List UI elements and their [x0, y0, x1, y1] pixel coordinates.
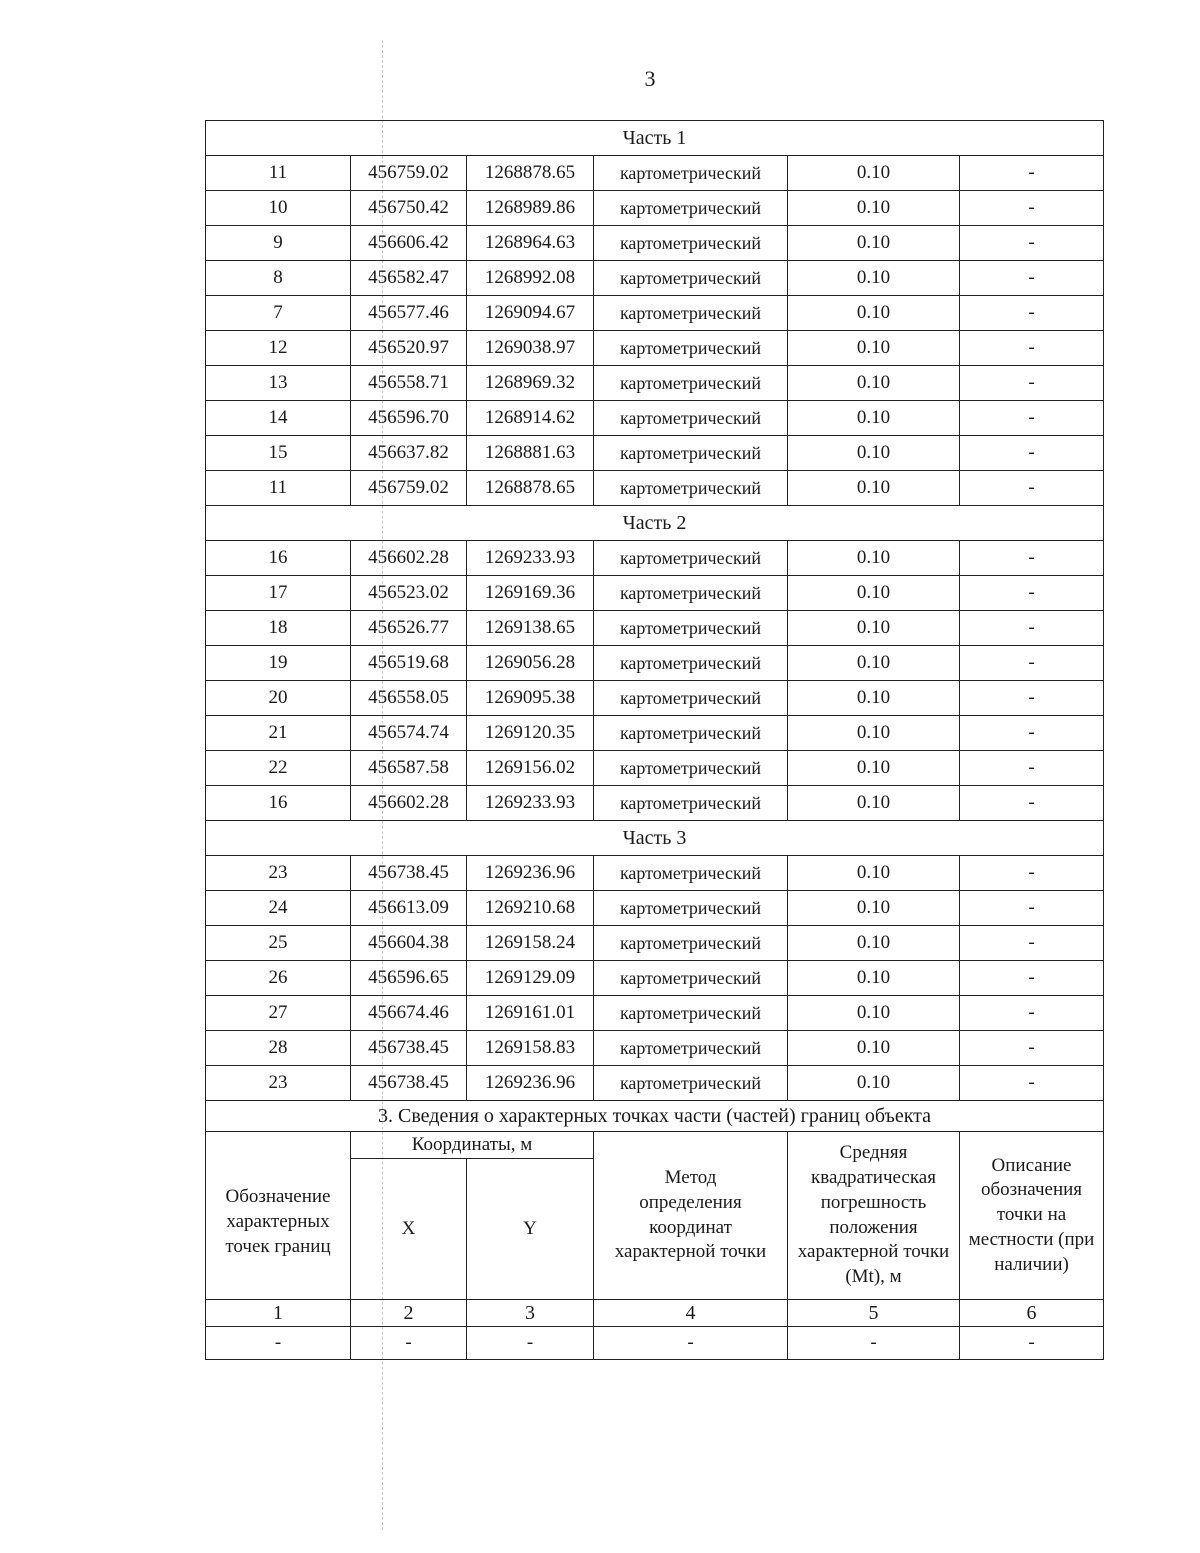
- coord-x-cell: 456738.45: [351, 1031, 467, 1066]
- coord-x-cell: 456582.47: [351, 261, 467, 296]
- method-cell: картометрический: [594, 646, 788, 681]
- part-title-row: [206, 821, 1104, 856]
- coord-y-cell: 1269156.02: [467, 751, 594, 786]
- method-cell: картометрический: [594, 191, 788, 226]
- coord-x-cell: 456759.02: [351, 471, 467, 506]
- table-row: [206, 436, 1104, 471]
- method-cell: картометрический: [594, 856, 788, 891]
- coord-y-cell: 1269158.83: [467, 1031, 594, 1066]
- method-cell: картометрический: [594, 891, 788, 926]
- point-number-cell: 28: [206, 1031, 351, 1066]
- description-cell: -: [960, 786, 1104, 821]
- mt-cell: 0.10: [788, 856, 960, 891]
- table-row: [206, 996, 1104, 1031]
- section3-body: [206, 1101, 1104, 1360]
- column-number: 3: [467, 1300, 594, 1327]
- table-row: [206, 541, 1104, 576]
- method-cell: картометрический: [594, 611, 788, 646]
- table-row: [206, 296, 1104, 331]
- column-number-row: [206, 1300, 1104, 1327]
- description-cell: -: [960, 891, 1104, 926]
- point-number-cell: 21: [206, 716, 351, 751]
- coord-y-cell: 1269056.28: [467, 646, 594, 681]
- coord-x-cell: 456574.74: [351, 716, 467, 751]
- mt-cell: 0.10: [788, 646, 960, 681]
- coord-y-cell: 1269095.38: [467, 681, 594, 716]
- description-cell: -: [960, 401, 1104, 436]
- coord-y-cell: 1268878.65: [467, 471, 594, 506]
- coord-x-cell: 456759.02: [351, 156, 467, 191]
- section3-title-row: [206, 1101, 1104, 1132]
- method-cell: картометрический: [594, 436, 788, 471]
- description-cell: -: [960, 1066, 1104, 1101]
- table-row: [206, 926, 1104, 961]
- coord-y-cell: 1269120.35: [467, 716, 594, 751]
- mt-cell: 0.10: [788, 331, 960, 366]
- description-cell: -: [960, 331, 1104, 366]
- table-row: [206, 716, 1104, 751]
- mt-cell: 0.10: [788, 681, 960, 716]
- coord-x-cell: 456604.38: [351, 926, 467, 961]
- coord-x-cell: 456613.09: [351, 891, 467, 926]
- table-row: [206, 856, 1104, 891]
- coord-y-cell: 1269138.65: [467, 611, 594, 646]
- coord-x-cell: 456637.82: [351, 436, 467, 471]
- point-number-cell: 7: [206, 296, 351, 331]
- coord-x-cell: 456606.42: [351, 226, 467, 261]
- table-row: [206, 261, 1104, 296]
- table-row: [206, 576, 1104, 611]
- description-cell: -: [960, 681, 1104, 716]
- section3-title: 3. Сведения о характерных точках части (частей) границ объекта: [206, 1101, 1104, 1132]
- coord-y-cell: 1269236.96: [467, 1066, 594, 1101]
- method-cell: картометрический: [594, 401, 788, 436]
- coord-x-cell: 456738.45: [351, 856, 467, 891]
- coord-x-cell: 456558.71: [351, 366, 467, 401]
- empty-cell: -: [960, 1327, 1104, 1360]
- empty-cell: -: [206, 1327, 351, 1360]
- method-cell: картометрический: [594, 926, 788, 961]
- point-number-cell: 16: [206, 786, 351, 821]
- table-row: [206, 961, 1104, 996]
- point-number-cell: 16: [206, 541, 351, 576]
- method-cell: картометрический: [594, 331, 788, 366]
- method-cell: картометрический: [594, 156, 788, 191]
- method-cell: картометрический: [594, 261, 788, 296]
- coord-x-cell: 456750.42: [351, 191, 467, 226]
- mt-cell: 0.10: [788, 716, 960, 751]
- description-cell: -: [960, 856, 1104, 891]
- section3-header-row: [206, 1132, 1104, 1159]
- method-cell: картометрический: [594, 541, 788, 576]
- point-number-cell: 14: [206, 401, 351, 436]
- empty-cell: -: [467, 1327, 594, 1360]
- point-number-cell: 27: [206, 996, 351, 1031]
- method-cell: картометрический: [594, 996, 788, 1031]
- mt-cell: 0.10: [788, 1066, 960, 1101]
- coord-y-cell: 1269233.93: [467, 541, 594, 576]
- method-cell: картометрический: [594, 751, 788, 786]
- column-number: 4: [594, 1300, 788, 1327]
- table-row: [206, 401, 1104, 436]
- coord-y-cell: 1269161.01: [467, 996, 594, 1031]
- method-cell: картометрический: [594, 471, 788, 506]
- table-row: [206, 1066, 1104, 1101]
- point-number-cell: 18: [206, 611, 351, 646]
- point-number-cell: 11: [206, 471, 351, 506]
- table-row: [206, 366, 1104, 401]
- description-cell: -: [960, 226, 1104, 261]
- mt-cell: 0.10: [788, 366, 960, 401]
- mt-cell: 0.10: [788, 786, 960, 821]
- point-number-cell: 20: [206, 681, 351, 716]
- empty-cell: -: [351, 1327, 467, 1360]
- mt-cell: 0.10: [788, 1031, 960, 1066]
- mt-cell: 0.10: [788, 261, 960, 296]
- mt-cell: 0.10: [788, 541, 960, 576]
- description-cell: -: [960, 611, 1104, 646]
- coord-y-cell: 1269233.93: [467, 786, 594, 821]
- description-cell: -: [960, 751, 1104, 786]
- table-row: [206, 156, 1104, 191]
- mt-cell: 0.10: [788, 156, 960, 191]
- coord-y-cell: 1269210.68: [467, 891, 594, 926]
- method-cell: картометрический: [594, 296, 788, 331]
- mt-cell: 0.10: [788, 996, 960, 1031]
- method-cell: картометрический: [594, 1066, 788, 1101]
- description-cell: -: [960, 926, 1104, 961]
- part-title: Часть 1: [206, 121, 1104, 156]
- description-cell: -: [960, 996, 1104, 1031]
- parts-body: [206, 121, 1104, 1101]
- coord-y-cell: 1268969.32: [467, 366, 594, 401]
- part-title-row: [206, 506, 1104, 541]
- coord-y-cell: 1269038.97: [467, 331, 594, 366]
- coord-x-cell: 456602.28: [351, 541, 467, 576]
- part-title: Часть 3: [206, 821, 1104, 856]
- column-number: 6: [960, 1300, 1104, 1327]
- point-number-cell: 13: [206, 366, 351, 401]
- mt-cell: 0.10: [788, 926, 960, 961]
- header-mt: Средняя квадратическая погрешность положения характерной точки (Mt), м: [788, 1132, 960, 1300]
- coord-x-cell: 456596.70: [351, 401, 467, 436]
- point-number-cell: 17: [206, 576, 351, 611]
- mt-cell: 0.10: [788, 471, 960, 506]
- description-cell: -: [960, 541, 1104, 576]
- coord-x-cell: 456738.45: [351, 1066, 467, 1101]
- description-cell: -: [960, 261, 1104, 296]
- table-row: [206, 191, 1104, 226]
- header-method: Метод определения координат характерной точки: [594, 1132, 788, 1300]
- table-row: [206, 331, 1104, 366]
- method-cell: картометрический: [594, 366, 788, 401]
- method-cell: картометрический: [594, 681, 788, 716]
- method-cell: картометрический: [594, 226, 788, 261]
- header-description: Описание обозначения точки на местности (при наличии): [960, 1132, 1104, 1300]
- column-number: 2: [351, 1300, 467, 1327]
- header-point-designation: Обозначение характерных точек границ: [206, 1132, 351, 1300]
- point-number-cell: 15: [206, 436, 351, 471]
- description-cell: -: [960, 296, 1104, 331]
- coord-x-cell: 456577.46: [351, 296, 467, 331]
- coord-x-cell: 456596.65: [351, 961, 467, 996]
- description-cell: -: [960, 716, 1104, 751]
- point-number-cell: 23: [206, 1066, 351, 1101]
- mt-cell: 0.10: [788, 611, 960, 646]
- part-title-row: [206, 121, 1104, 156]
- coord-y-cell: 1269129.09: [467, 961, 594, 996]
- coord-x-cell: 456523.02: [351, 576, 467, 611]
- page-number: 3: [644, 66, 656, 91]
- point-number-cell: 8: [206, 261, 351, 296]
- point-number-cell: 26: [206, 961, 351, 996]
- part-title: Часть 2: [206, 506, 1104, 541]
- empty-cell: -: [788, 1327, 960, 1360]
- coord-y-cell: 1268878.65: [467, 156, 594, 191]
- point-number-cell: 22: [206, 751, 351, 786]
- description-cell: -: [960, 961, 1104, 996]
- coord-y-cell: 1268964.63: [467, 226, 594, 261]
- coord-x-cell: 456520.97: [351, 331, 467, 366]
- method-cell: картометрический: [594, 786, 788, 821]
- method-cell: картометрический: [594, 1031, 788, 1066]
- coord-x-cell: 456674.46: [351, 996, 467, 1031]
- mt-cell: 0.10: [788, 401, 960, 436]
- point-number-cell: 19: [206, 646, 351, 681]
- description-cell: -: [960, 1031, 1104, 1066]
- coord-y-cell: 1269094.67: [467, 296, 594, 331]
- empty-cell: -: [594, 1327, 788, 1360]
- description-cell: -: [960, 576, 1104, 611]
- column-number: 1: [206, 1300, 351, 1327]
- mt-cell: 0.10: [788, 296, 960, 331]
- table-row: [206, 681, 1104, 716]
- coord-x-cell: 456558.05: [351, 681, 467, 716]
- header-coordinates: Координаты, м: [351, 1132, 594, 1159]
- table-row: [206, 226, 1104, 261]
- table-row: [206, 786, 1104, 821]
- header-x: X: [351, 1159, 467, 1300]
- mt-cell: 0.10: [788, 191, 960, 226]
- coord-y-cell: 1269236.96: [467, 856, 594, 891]
- method-cell: картометрический: [594, 716, 788, 751]
- point-number-cell: 10: [206, 191, 351, 226]
- coord-y-cell: 1269169.36: [467, 576, 594, 611]
- point-number-cell: 9: [206, 226, 351, 261]
- coord-y-cell: 1268989.86: [467, 191, 594, 226]
- description-cell: -: [960, 366, 1104, 401]
- description-cell: -: [960, 156, 1104, 191]
- point-number-cell: 24: [206, 891, 351, 926]
- header-y: Y: [467, 1159, 594, 1300]
- coord-x-cell: 456587.58: [351, 751, 467, 786]
- mt-cell: 0.10: [788, 751, 960, 786]
- mt-cell: 0.10: [788, 891, 960, 926]
- mt-cell: 0.10: [788, 576, 960, 611]
- table-row: [206, 751, 1104, 786]
- coord-x-cell: 456602.28: [351, 786, 467, 821]
- table-row: [206, 471, 1104, 506]
- table-row: [206, 646, 1104, 681]
- coord-y-cell: 1268914.62: [467, 401, 594, 436]
- table-row: [206, 891, 1104, 926]
- description-cell: -: [960, 471, 1104, 506]
- point-number-cell: 12: [206, 331, 351, 366]
- table-row: [206, 611, 1104, 646]
- table-row: [206, 1031, 1104, 1066]
- column-number: 5: [788, 1300, 960, 1327]
- description-cell: -: [960, 191, 1104, 226]
- point-number-cell: 11: [206, 156, 351, 191]
- coord-y-cell: 1268992.08: [467, 261, 594, 296]
- empty-data-row: [206, 1327, 1104, 1360]
- point-number-cell: 23: [206, 856, 351, 891]
- coord-y-cell: 1269158.24: [467, 926, 594, 961]
- coord-x-cell: 456526.77: [351, 611, 467, 646]
- point-number-cell: 25: [206, 926, 351, 961]
- method-cell: картометрический: [594, 576, 788, 611]
- coord-y-cell: 1268881.63: [467, 436, 594, 471]
- description-cell: -: [960, 436, 1104, 471]
- description-cell: -: [960, 646, 1104, 681]
- mt-cell: 0.10: [788, 226, 960, 261]
- coordinates-table: [205, 120, 1104, 1360]
- method-cell: картометрический: [594, 961, 788, 996]
- mt-cell: 0.10: [788, 961, 960, 996]
- mt-cell: 0.10: [788, 436, 960, 471]
- coord-x-cell: 456519.68: [351, 646, 467, 681]
